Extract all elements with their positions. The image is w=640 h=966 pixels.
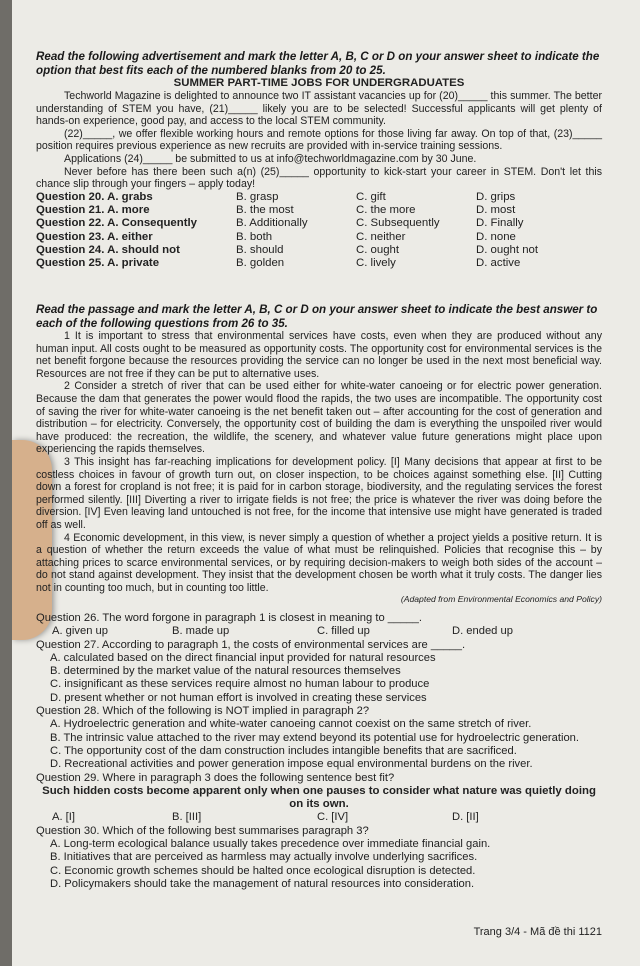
question-27-option-c: C. insignificant as these services require almost no human labour to produce [50,678,430,691]
question-28-option-a: A. Hydroelectric generation and white-water canoeing cannot coexist on the same stretch of river. [50,718,532,731]
question-28-option-b: B. The intrinsic value attached to the river may extend beyond its potential use for hydroelectric generation. [50,731,580,744]
question-26-options [36,625,602,638]
questions-26-30 [36,612,602,891]
question-26-option-c: C. filled up [317,625,370,638]
question-28-stem: Question 28. Which of the following is NOT implied in paragraph 2? [36,705,370,718]
question-29-option-d: D. [II] [452,811,479,824]
question-25-option-b: B. golden [236,257,285,270]
ad-paragraph-1: Techworld Magazine is delighted to announce two IT assistant vacancies up for (20)_____ this summer. The better understanding of STEM you have, (21)_____ likely you are to be selected! Successful applicants will get plenty of hands-on experience, good pay, and access to the local STEM community. [36,90,602,128]
ad-paragraph-3: Applications (24)_____ be submitted to us at info@techworldmagazine.com by 30 June. [64,152,477,165]
question-24-option-c: C. ought [356,243,400,256]
question-21-option-d: D. most [476,204,516,217]
instruction-advertisement: Read the following advertisement and mark the letter A, B, C or D on your answer sheet to indicate the option that best fits each of the numbered blanks from 20 to 25. [36,50,600,77]
question-27-option-a: A. calculated based on the direct financial input provided for natural resources [50,651,436,664]
question-24-option-b: B. should [236,243,284,256]
question-28-option-c: C. The opportunity cost of the dam construction includes intangible benefits that are sacrificed. [50,744,517,757]
question-22-option-a: Question 22. A. Consequently [36,217,197,230]
question-24-option-a: Question 24. A. should not [36,243,180,256]
question-25-option-a: Question 25. A. private [36,257,160,270]
question-27-stem: Question 27. According to paragraph 1, the costs of environmental services are _____. [36,638,466,651]
advertisement-section [36,50,602,271]
passage-paragraph-3: 3 This insight has far-reaching implications for development policy. [I] Many decisions that appear at first to be costless choices in favour of growth turn out, on closer inspection, to be choices against something else. [II] Cutting down a forest for cropland is not free; it is paid for in carbon storage, biodiversity, and the regulating services the forest performed silently. [III] Diverting a river to irrigate fields is not free; the price is whatever the river was doing before the diversion. [IV] Even leaving land untouched is not free, for the income that intensive use might have generated is traded off as well. [36,455,602,531]
question-29-stem: Question 29. Where in paragraph 3 does the following sentence best fit? [36,771,395,784]
question-26-option-a: A. given up [52,625,108,638]
question-27-option-d: D. present whether or not human effort is involved in creating these services [50,691,427,704]
exam-page [12,0,640,966]
reading-section [36,303,602,604]
instruction-passage: Read the passage and mark the letter A, B, C or D on your answer sheet to indicate the best answer to each of the following questions from 26 to 35. [36,303,598,330]
question-23-option-a: Question 23. A. either [36,230,153,243]
ad-paragraph-2: (22)_____, we offer flexible working hours and remote options for those living far away. On top of that, (23)_____ position requires previous experience as new recruits are provided with in-service training sessions. [36,127,602,153]
question-30-option-b: B. Initiatives that are perceived as harmless may actually involve underlying sacrifices. [50,851,478,864]
question-30-option-a: A. Long-term ecological balance usually takes precedence over immediate financial gain. [50,838,491,851]
ad-paragraph-4: Never before has there been such a(n) (25)_____ opportunity to kick-start your career in STEM. Don't let this chance slip through your fingers – apply today! [36,165,602,191]
question-26-option-d: D. ended up [452,625,513,638]
question-23-option-c: C. neither [356,230,406,243]
question-25-option-d: D. active [476,257,521,270]
question-25-option-c: C. lively [356,257,396,270]
question-29-sentence: Such hidden costs become apparent only when one pauses to consider what nature was quietly doing on its own. [42,784,596,811]
advertisement-title: SUMMER PART-TIME JOBS FOR UNDERGRADUATES [173,77,465,89]
question-20-option-a: Question 20. A. grabs [36,190,153,203]
question-21-option-a: Question 21. A. more [36,204,150,217]
question-29-options [36,811,602,824]
question-20-option-c: C. gift [356,190,386,203]
ad-questions [36,191,602,271]
page-footer: Trang 3/4 - Mã đề thi 1121 [473,926,602,938]
question-29-option-c: C. [IV] [317,811,349,824]
question-26-option-b: B. made up [172,625,230,638]
question-21-option-b: B. the most [236,204,294,217]
question-22-option-b: B. Additionally [236,217,308,230]
question-22-option-d: D. Finally [476,217,524,230]
question-20-option-b: B. grasp [236,190,279,203]
question-23-option-b: B. both [236,230,273,243]
question-28-option-d: D. Recreational activities and power generation impose equal environmental burdens on the river. [50,758,533,771]
question-29-option-b: B. [III] [172,811,202,824]
question-30-stem: Question 30. Which of the following best summarises paragraph 3? [36,824,369,837]
question-20-option-d: D. grips [476,190,516,203]
question-30-option-d: D. Policymakers should take the management of natural resources into consideration. [50,877,475,890]
passage-paragraph-1: 1 It is important to stress that environmental services have costs, even when they are produced without any human input. All costs ought to be measured as opportunity costs. The opportunity cost for environmental services is the net benefit forgone because the resources providing the service can no longer be used in the next most beneficial way. Resources are not free if they can be put to alternative uses. [36,330,602,380]
passage-paragraph-4: 4 Economic development, in this view, is never simply a question of whether a project yields a positive return. It is a question of whether the return exceeds the value of what must be relinquished. Policies that recognise this – by attaching prices to scarce environmental services, or by requiring decision-makers to weigh both sides of the account – do not stand against development. They insist that the development chosen be worth what it truly costs. The danger lies not in counting too much, but in counting too little. [36,531,602,594]
question-22-option-c: C. Subsequently [356,217,440,230]
question-29-option-a: A. [I] [52,811,76,824]
passage-source: (Adapted from Environmental Economics and Policy) [400,594,602,605]
question-21-option-c: C. the more [356,204,416,217]
question-24-option-d: D. ought not [476,243,539,256]
question-30-option-c: C. Economic growth schemes should be halted once ecological disruption is detected. [50,864,476,877]
question-27-option-b: B. determined by the market value of the natural resources themselves [50,665,401,678]
passage-paragraph-2: 2 Consider a stretch of river that can be used either for white-water canoeing or for electric power generation. Because the dam that generates the power would flood the rapids, the two uses are incompatible. The opportunity cost of saving the river for white-water canoeing is the net benefit taken out – after accounting for the cost of generation and distribution – for electricity. Conversely, the opportunity cost of building the dam is everything the unspoiled river would have produced: the recreation, the wildlife, the scenery, and whatever value future generations might place upon experiencing the rapids themselves. [36,380,602,456]
question-23-option-d: D. none [476,230,516,243]
question-26-stem: Question 26. The word forgone in paragraph 1 is closest in meaning to _____. [36,612,423,624]
